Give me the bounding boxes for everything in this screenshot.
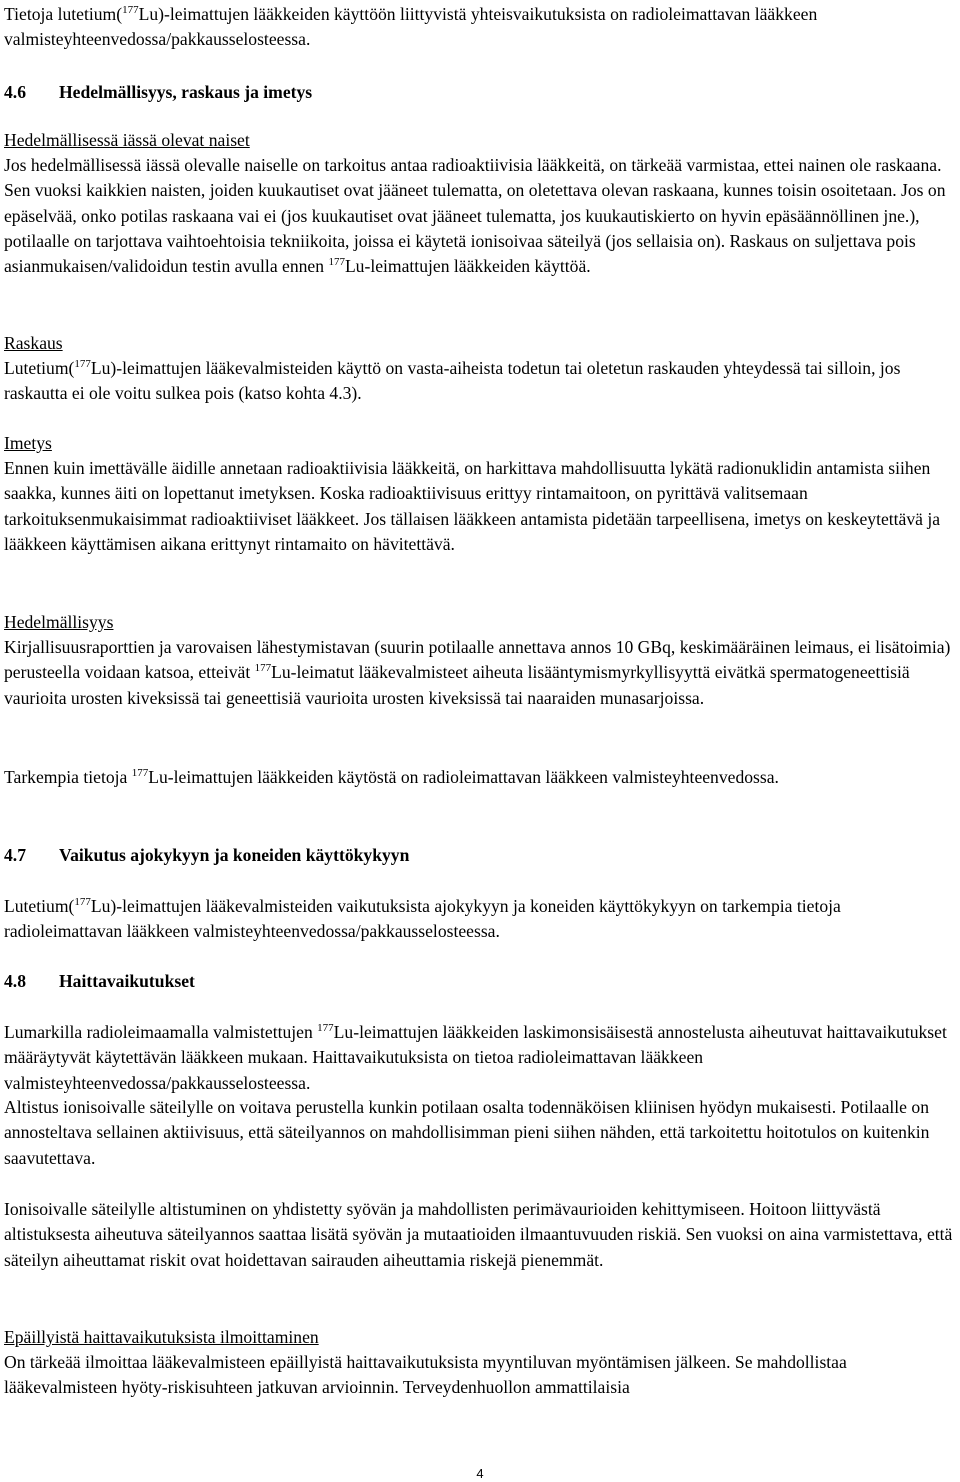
pregnancy-paragraph: Lutetium($^{177}$Lu)-leimattujen lääkevalmisteiden käyttö on vasta-aiheista todetun tai oletetun raskauden yhteydessä tai silloin, jos raskautta ei ole voitu sulkea pois (katso kohta 4.3).	[4, 358, 901, 404]
subheading-fertility: Hedelmällisyys	[4, 612, 114, 632]
further-info-paragraph: Tarkempia tietoja $^{177}$Lu-leimattujen lääkkeiden käytöstä on radioleimattavan lääkkeen valmisteyhteenvedossa.	[4, 767, 779, 787]
section-4-7-heading: 4.7 Vaikutus ajokykyyn ja koneiden käyttökykyyn	[4, 845, 410, 865]
driving-paragraph: Lutetium($^{177}$Lu)-leimattujen lääkevalmisteiden vaikutuksista ajokykyyn ja koneiden käyttökykyyn on tarkempia tietoja radioleimattavan lääkkeen valmisteyhteenvedossa/pakkausselosteessa.	[4, 896, 841, 942]
fertility-paragraph: Kirjallisuusraporttien ja varovaisen lähestymistavan (suurin potilaalle annettava annos 10 GBq, keskimääräinen leimaus, ei lisätoimia) perusteella voidaan katsoa, etteivät $^{177}$Lu-leimatut lääkevalmisteet aiheuta lisääntymismyrkyllisyyttä eivätkä spermatogeneettisiä vaurioita urosten kiveksissä tai geneettisiä vaurioita urosten kiveksissä tai naaraiden munasarjoissa.	[4, 637, 951, 708]
breastfeeding-paragraph: Ennen kuin imettävälle äidille annetaan radioaktiivisia lääkkeitä, on harkittava mahdollisuutta lykätä radionuklidin antamista siihen saakka, kunnes äiti on lopettanut imetyksen. Koska radioaktiivisuus erittyy rintamaitoon, on pyrittävä valitsemaan tarkoituksenmukaisimmat radioaktiiviset lääkkeet. Jos tällaisen lääkkeen antamista pidetään tarpeellisena, imetys on keskeytettävä ja lääkkeen käyttämisen aikana erittynyt rintamaito on hävitettävä.	[4, 458, 941, 554]
subheading-fertile-women: Hedelmällisessä iässä olevat naiset	[4, 130, 250, 150]
interactions-paragraph: Tietoja lutetium($^{177}$Lu)-leimattujen lääkkeiden käyttöön liittyvistä yhteisvaikutuksista on radioleimattavan lääkkeen valmisteyhteenvedossa/pakkausselosteessa.	[4, 4, 818, 50]
radiation-exposure-paragraph: Altistus ionisoivalle säteilylle on voitava perustella kunkin potilaan osalta todennäköisen kliinisen hyödyn mukaisesti. Potilaalle on annosteltava sellainen aktiivisuus, että säteilyannos on mahdollisimman pieni siihen nähden, että tarkoitettu hoitotulos on kuitenkin saavutettava.	[4, 1097, 930, 1168]
section-4-6-heading: 4.6 Hedelmällisyys, raskaus ja imetys	[4, 82, 313, 102]
page-number: 4	[476, 1466, 484, 1481]
radiation-risk-paragraph: Ionisoivalle säteilylle altistuminen on yhdistetty syövän ja mahdollisten perimävaurioiden kehittymiseen. Hoitoon liittyvästä altistuksesta aiheutuva säteilyannos saattaa lisätä syövän ja mutaatioiden ilmaantuvuuden riskiä. Sen vuoksi on aina varmistettava, että säteilyn aiheuttamat riskit ovat hoidettavan sairauden aiheuttamia riskejä pienemmät.	[4, 1199, 953, 1270]
subheading-breastfeeding: Imetys	[4, 433, 52, 453]
subheading-pregnancy: Raskaus	[4, 333, 63, 353]
reporting-paragraph: On tärkeää ilmoittaa lääkevalmisteen epäillyistä haittavaikutuksista myyntiluvan myöntämisen jälkeen. Se mahdollistaa lääkevalmisteen hyöty-riskisuhteen jatkuvan arvioinnin. Terveydenhuollon ammattilaisia	[4, 1352, 847, 1398]
section-4-8-heading: 4.8 Haittavaikutukset	[4, 971, 195, 991]
adverse-effects-paragraph: Lumarkilla radioleimaamalla valmistettujen $^{177}$Lu-leimattujen lääkkeiden laskimonsisäisestä annostelusta aiheutuvat haittavaikutukset määräytyvät käytettävän lääkkeen mukaan. Haittavaikutuksista on tietoa radioleimattavan lääkkeen valmisteyhteenvedossa/pakkausselosteessa.	[4, 1022, 947, 1093]
fertile-women-paragraph: Jos hedelmällisessä iässä olevalle naiselle on tarkoitus antaa radioaktiivisia lääkkeitä, on tärkeää varmistaa, ettei nainen ole raskaana. Sen vuoksi kaikkien naisten, joiden kuukautiset ovat jääneet tulematta, on oletettava olevan raskaana, kunnes toisin osoitetaan. Jos on epäselvää, onko potilas raskaana vai ei (jos kuukautiset ovat jääneet tulematta, jos kuukautiskierto on hyvin epäsäännöllinen jne.), potilaalle on tarjottava vaihtoehtoisia tekniikoita, joissa ei käytetä ionisoivaa säteilyä (jos sellaisia on). Raskaus on suljettava pois asianmukaisen/validoidun testin avulla ennen $^{177}$Lu-leimattujen lääkkeiden käyttöä.	[4, 155, 946, 277]
subheading-reporting: Epäillyistä haittavaikutuksista ilmoittaminen	[4, 1327, 319, 1347]
